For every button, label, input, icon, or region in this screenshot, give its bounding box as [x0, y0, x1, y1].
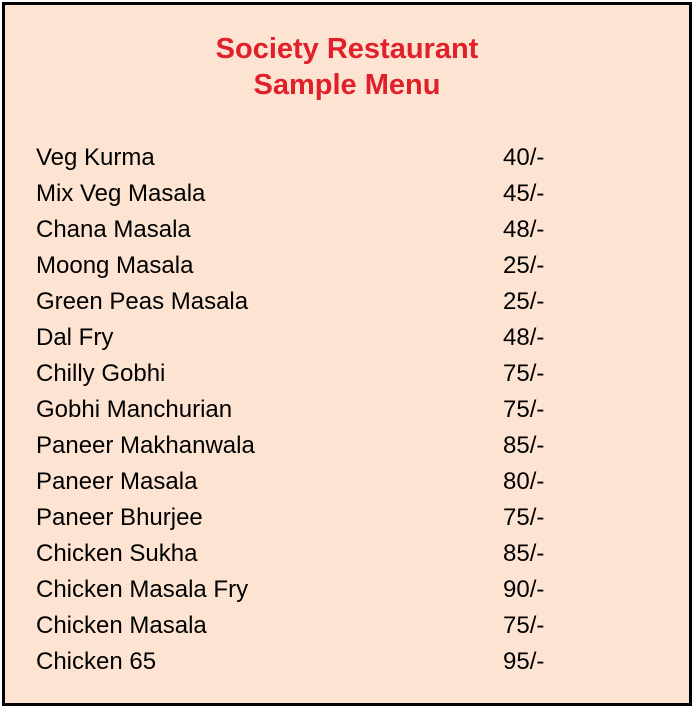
menu-item: [36, 140, 596, 176]
item-name: Green Peas Masala: [36, 288, 249, 315]
menu-list: [36, 140, 596, 680]
menu-item: [36, 644, 596, 680]
item-price: 80/-: [503, 468, 545, 495]
menu-item: [36, 428, 596, 464]
menu-header: [5, 31, 689, 103]
menu-item: [36, 500, 596, 536]
menu-item: [36, 572, 596, 608]
menu-item: [36, 608, 596, 644]
item-price: 85/-: [503, 432, 545, 459]
item-name: Veg Kurma: [36, 144, 155, 171]
item-price: 25/-: [503, 288, 545, 315]
item-price: 75/-: [503, 396, 545, 423]
item-price: 40/-: [503, 144, 545, 171]
menu-item: [36, 320, 596, 356]
item-price: 75/-: [503, 360, 545, 387]
item-name: Paneer Bhurjee: [36, 504, 203, 531]
item-name: Mix Veg Masala: [36, 180, 206, 207]
item-price: 85/-: [503, 540, 545, 567]
menu-item: [36, 284, 596, 320]
item-name: Paneer Makhanwala: [36, 432, 255, 459]
menu-item: [36, 248, 596, 284]
item-name: Chicken 65: [36, 648, 157, 675]
item-name: Dal Fry: [36, 324, 114, 351]
menu-item: [36, 464, 596, 500]
menu-item: [36, 176, 596, 212]
item-name: Gobhi Manchurian: [36, 396, 233, 423]
item-name: Chana Masala: [36, 216, 191, 243]
item-name: Chilly Gobhi: [36, 360, 166, 387]
menu-item: [36, 536, 596, 572]
item-price: 48/-: [503, 216, 545, 243]
item-price: 75/-: [503, 612, 545, 639]
restaurant-name: Society Restaurant: [215, 33, 479, 65]
menu-item: [36, 212, 596, 248]
item-price: 90/-: [503, 576, 545, 603]
item-price: 95/-: [503, 648, 545, 675]
menu-item: [36, 392, 596, 428]
item-price: 45/-: [503, 180, 545, 207]
item-name: Chicken Masala: [36, 612, 207, 639]
menu-subtitle: Sample Menu: [253, 69, 441, 101]
item-name: Moong Masala: [36, 252, 194, 279]
item-price: 75/-: [503, 504, 545, 531]
menu-item: [36, 356, 596, 392]
menu-card: [2, 2, 692, 706]
item-price: 25/-: [503, 252, 545, 279]
item-name: Chicken Sukha: [36, 540, 198, 567]
item-name: Paneer Masala: [36, 468, 198, 495]
item-price: 48/-: [503, 324, 545, 351]
item-name: Chicken Masala Fry: [36, 576, 249, 603]
